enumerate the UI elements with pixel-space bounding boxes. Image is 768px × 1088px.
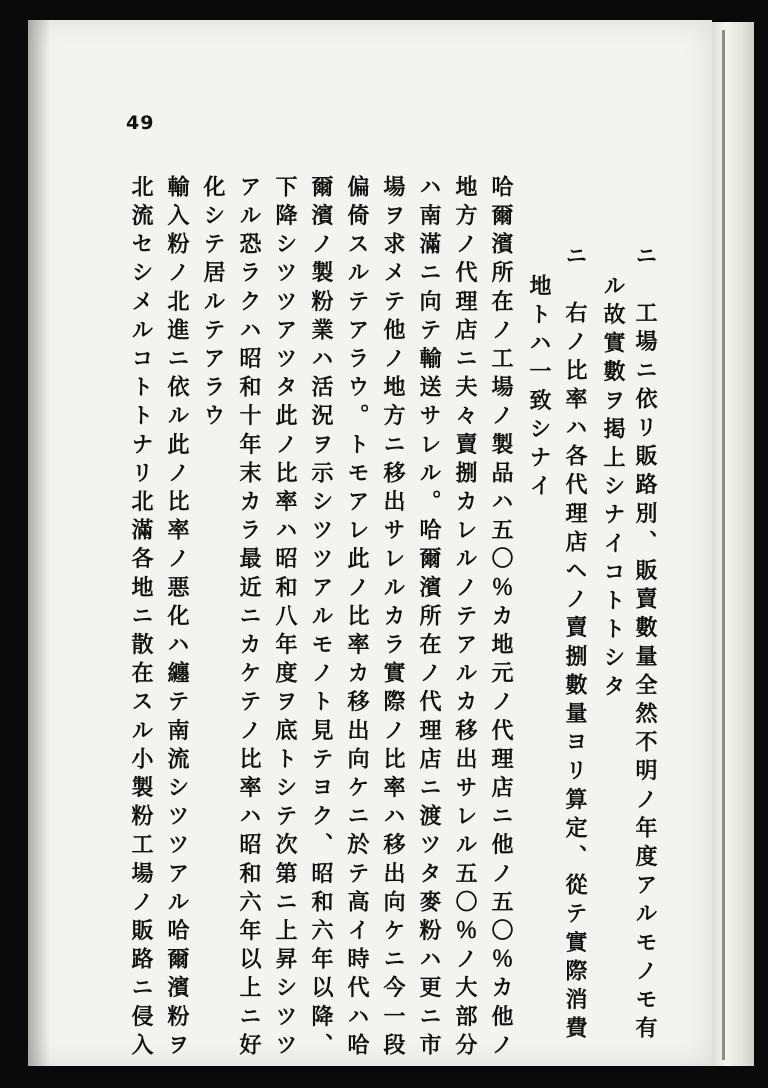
binding-shadow xyxy=(28,20,50,1066)
text-column: 場ヲ求メテ他ノ地方ニ移出サレルカラ實際ノ比率ハ移出向ケニ今一段 xyxy=(380,175,406,1062)
text-column: 爾濱ノ製粉業ハ活況ヲ示シツツアルモノト見テヨク、昭和六年以降、 xyxy=(308,175,334,1062)
text-column: ル故實數ヲ掲上シナイコトトシタ xyxy=(600,274,626,703)
text-column: 偏倚スルテアラウ。トモアレ此ノ比率カ移出向ケニ於テ高イ時代ハ哈 xyxy=(344,175,370,1062)
text-column: 哈爾濱所在ノ工場ノ製品ハ五〇％カ地元ノ代理店ニ他ノ五〇％カ他ノ xyxy=(488,175,514,1062)
text-column: 下降シツツアツタ此ノ比率ハ昭和八年度ヲ底トシテ次第ニ上昇シツツ xyxy=(272,175,298,1062)
text-column: ニ 右ノ比率ハ各代理店ヘノ賣捌數量ヨリ算定、從テ實際消費 xyxy=(562,244,588,1045)
text-column: 輸入粉ノ北進ニ依ル此ノ比率ノ悪化ハ纏テ南流シツツアル哈爾濱粉ヲ xyxy=(164,175,190,1062)
page-number: 49 xyxy=(126,112,155,134)
text-column: ハ南滿ニ向テ輸送サレル。哈爾濱所在ノ代理店ニ渡ツタ麥粉ハ更ニ市 xyxy=(416,175,442,1062)
text-column: 化シテ居ルテアラウ xyxy=(200,175,226,433)
text-column: 北流セシメルコトトナリ北滿各地ニ散在スル小製粉工場ノ販路ニ侵入 xyxy=(128,175,154,1062)
text-column: 地方ノ代理店ニ夫々賣捌カレルノテアルカ移出サレル五〇％ノ大部分 xyxy=(452,175,478,1062)
page-edge-shadow xyxy=(722,30,725,1060)
text-column: アル恐ラクハ昭和十年末カラ最近ニカケテノ比率ハ昭和六年以上ニ好 xyxy=(236,175,262,1062)
adjacent-page-edge xyxy=(708,22,754,1066)
text-column: 地トハ一致シナイ xyxy=(526,274,552,503)
text-column: ニ 工場ニ依リ販路別、販賣數量全然不明ノ年度アルモノモ有 xyxy=(632,244,658,1045)
